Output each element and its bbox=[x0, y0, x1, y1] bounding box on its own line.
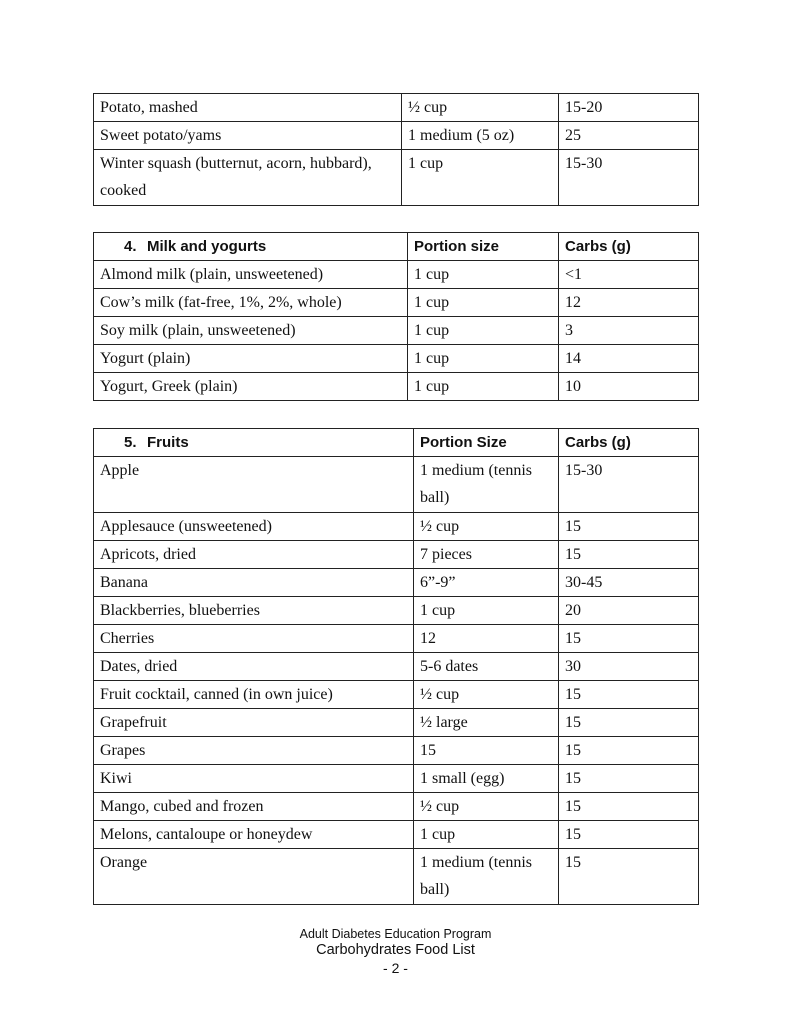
portion-header: Portion size bbox=[408, 233, 559, 261]
table-row bbox=[94, 737, 699, 765]
table-header-row bbox=[94, 233, 699, 261]
food-cell: Yogurt (plain) bbox=[94, 345, 408, 373]
portion-cell: 7 pieces bbox=[414, 541, 559, 569]
carbs-cell: 15 bbox=[559, 849, 699, 905]
carbs-cell: 15 bbox=[559, 765, 699, 793]
food-cell: Winter squash (butternut, acorn, hubbard), cooked bbox=[94, 150, 402, 206]
starches-continued-table bbox=[93, 93, 699, 206]
portion-cell: 12 bbox=[414, 625, 559, 653]
portion-cell: 1 cup bbox=[408, 345, 559, 373]
carbs-cell: 30-45 bbox=[559, 569, 699, 597]
table-row bbox=[94, 709, 699, 737]
portion-cell: 1 medium (tennis ball) bbox=[414, 457, 559, 513]
section-title-text: Milk and yogurts bbox=[147, 238, 267, 255]
table-row bbox=[94, 122, 699, 150]
food-cell: Orange bbox=[94, 849, 414, 905]
portion-cell: ½ cup bbox=[414, 793, 559, 821]
table-row bbox=[94, 345, 699, 373]
portion-cell: ½ cup bbox=[402, 94, 559, 122]
food-cell: Mango, cubed and frozen bbox=[94, 793, 414, 821]
food-cell: Melons, cantaloupe or honeydew bbox=[94, 821, 414, 849]
section-number: 5. bbox=[124, 434, 137, 451]
portion-cell: 1 cup bbox=[408, 289, 559, 317]
milk-yogurts-table bbox=[93, 232, 699, 401]
section-title bbox=[94, 233, 408, 261]
table-row bbox=[94, 849, 699, 905]
table-row bbox=[94, 373, 699, 401]
table-row bbox=[94, 261, 699, 289]
food-cell: Almond milk (plain, unsweetened) bbox=[94, 261, 408, 289]
table-row bbox=[94, 513, 699, 541]
portion-cell: 15 bbox=[414, 737, 559, 765]
food-cell: Fruit cocktail, canned (in own juice) bbox=[94, 681, 414, 709]
portion-cell: 1 cup bbox=[408, 317, 559, 345]
carbs-cell: 15 bbox=[559, 681, 699, 709]
carbs-cell: 15 bbox=[559, 625, 699, 653]
section-number: 4. bbox=[124, 238, 137, 255]
carbs-cell: 25 bbox=[559, 122, 699, 150]
carbs-cell: 15-30 bbox=[559, 150, 699, 206]
carbs-cell: 12 bbox=[559, 289, 699, 317]
food-cell: Grapefruit bbox=[94, 709, 414, 737]
portion-cell: 1 cup bbox=[408, 373, 559, 401]
carbs-cell: 14 bbox=[559, 345, 699, 373]
page-number: - 2 - bbox=[383, 960, 408, 976]
carbs-cell: 10 bbox=[559, 373, 699, 401]
table-row bbox=[94, 94, 699, 122]
carbs-cell: 15 bbox=[559, 541, 699, 569]
table-row bbox=[94, 653, 699, 681]
carbs-cell: 15 bbox=[559, 513, 699, 541]
table-row bbox=[94, 597, 699, 625]
food-cell: Banana bbox=[94, 569, 414, 597]
carbs-cell: 30 bbox=[559, 653, 699, 681]
food-cell: Grapes bbox=[94, 737, 414, 765]
food-cell: Dates, dried bbox=[94, 653, 414, 681]
table-header-row bbox=[94, 429, 699, 457]
table-row bbox=[94, 569, 699, 597]
portion-cell: 6”-9” bbox=[414, 569, 559, 597]
carbs-cell: 15 bbox=[559, 793, 699, 821]
table-row bbox=[94, 541, 699, 569]
table-row bbox=[94, 625, 699, 653]
table-row bbox=[94, 793, 699, 821]
table-row bbox=[94, 821, 699, 849]
footer-program: Adult Diabetes Education Program bbox=[299, 927, 492, 941]
carbs-header: Carbs (g) bbox=[559, 233, 699, 261]
carbs-cell: 15 bbox=[559, 709, 699, 737]
food-cell: Potato, mashed bbox=[94, 94, 402, 122]
portion-cell: 1 cup bbox=[414, 597, 559, 625]
carbs-cell: <1 bbox=[559, 261, 699, 289]
carbs-cell: 15 bbox=[559, 821, 699, 849]
carbs-header: Carbs (g) bbox=[559, 429, 699, 457]
portion-cell: 1 medium (tennis ball) bbox=[414, 849, 559, 905]
table-row bbox=[94, 150, 699, 206]
portion-cell: 1 cup bbox=[402, 150, 559, 206]
portion-cell: ½ cup bbox=[414, 513, 559, 541]
portion-cell: ½ large bbox=[414, 709, 559, 737]
portion-cell: 1 cup bbox=[408, 261, 559, 289]
food-cell: Cow’s milk (fat-free, 1%, 2%, whole) bbox=[94, 289, 408, 317]
carbs-cell: 15-30 bbox=[559, 457, 699, 513]
food-cell: Soy milk (plain, unsweetened) bbox=[94, 317, 408, 345]
food-cell: Blackberries, blueberries bbox=[94, 597, 414, 625]
food-cell: Sweet potato/yams bbox=[94, 122, 402, 150]
food-cell: Yogurt, Greek (plain) bbox=[94, 373, 408, 401]
table-row bbox=[94, 457, 699, 513]
food-cell: Cherries bbox=[94, 625, 414, 653]
portion-cell: 1 small (egg) bbox=[414, 765, 559, 793]
carbs-cell: 15 bbox=[559, 737, 699, 765]
carbs-cell: 20 bbox=[559, 597, 699, 625]
portion-cell: ½ cup bbox=[414, 681, 559, 709]
table-row bbox=[94, 289, 699, 317]
section-title-text: Fruits bbox=[147, 434, 189, 451]
table-row bbox=[94, 681, 699, 709]
portion-header: Portion Size bbox=[414, 429, 559, 457]
table-row bbox=[94, 765, 699, 793]
section-title bbox=[94, 429, 414, 457]
food-cell: Apple bbox=[94, 457, 414, 513]
footer-doc-title: Carbohydrates Food List bbox=[316, 942, 475, 958]
fruits-table bbox=[93, 428, 699, 905]
carbs-cell: 15-20 bbox=[559, 94, 699, 122]
food-cell: Kiwi bbox=[94, 765, 414, 793]
table-row bbox=[94, 317, 699, 345]
portion-cell: 1 medium (5 oz) bbox=[402, 122, 559, 150]
portion-cell: 5-6 dates bbox=[414, 653, 559, 681]
food-cell: Apricots, dried bbox=[94, 541, 414, 569]
portion-cell: 1 cup bbox=[414, 821, 559, 849]
carbs-cell: 3 bbox=[559, 317, 699, 345]
food-cell: Applesauce (unsweetened) bbox=[94, 513, 414, 541]
